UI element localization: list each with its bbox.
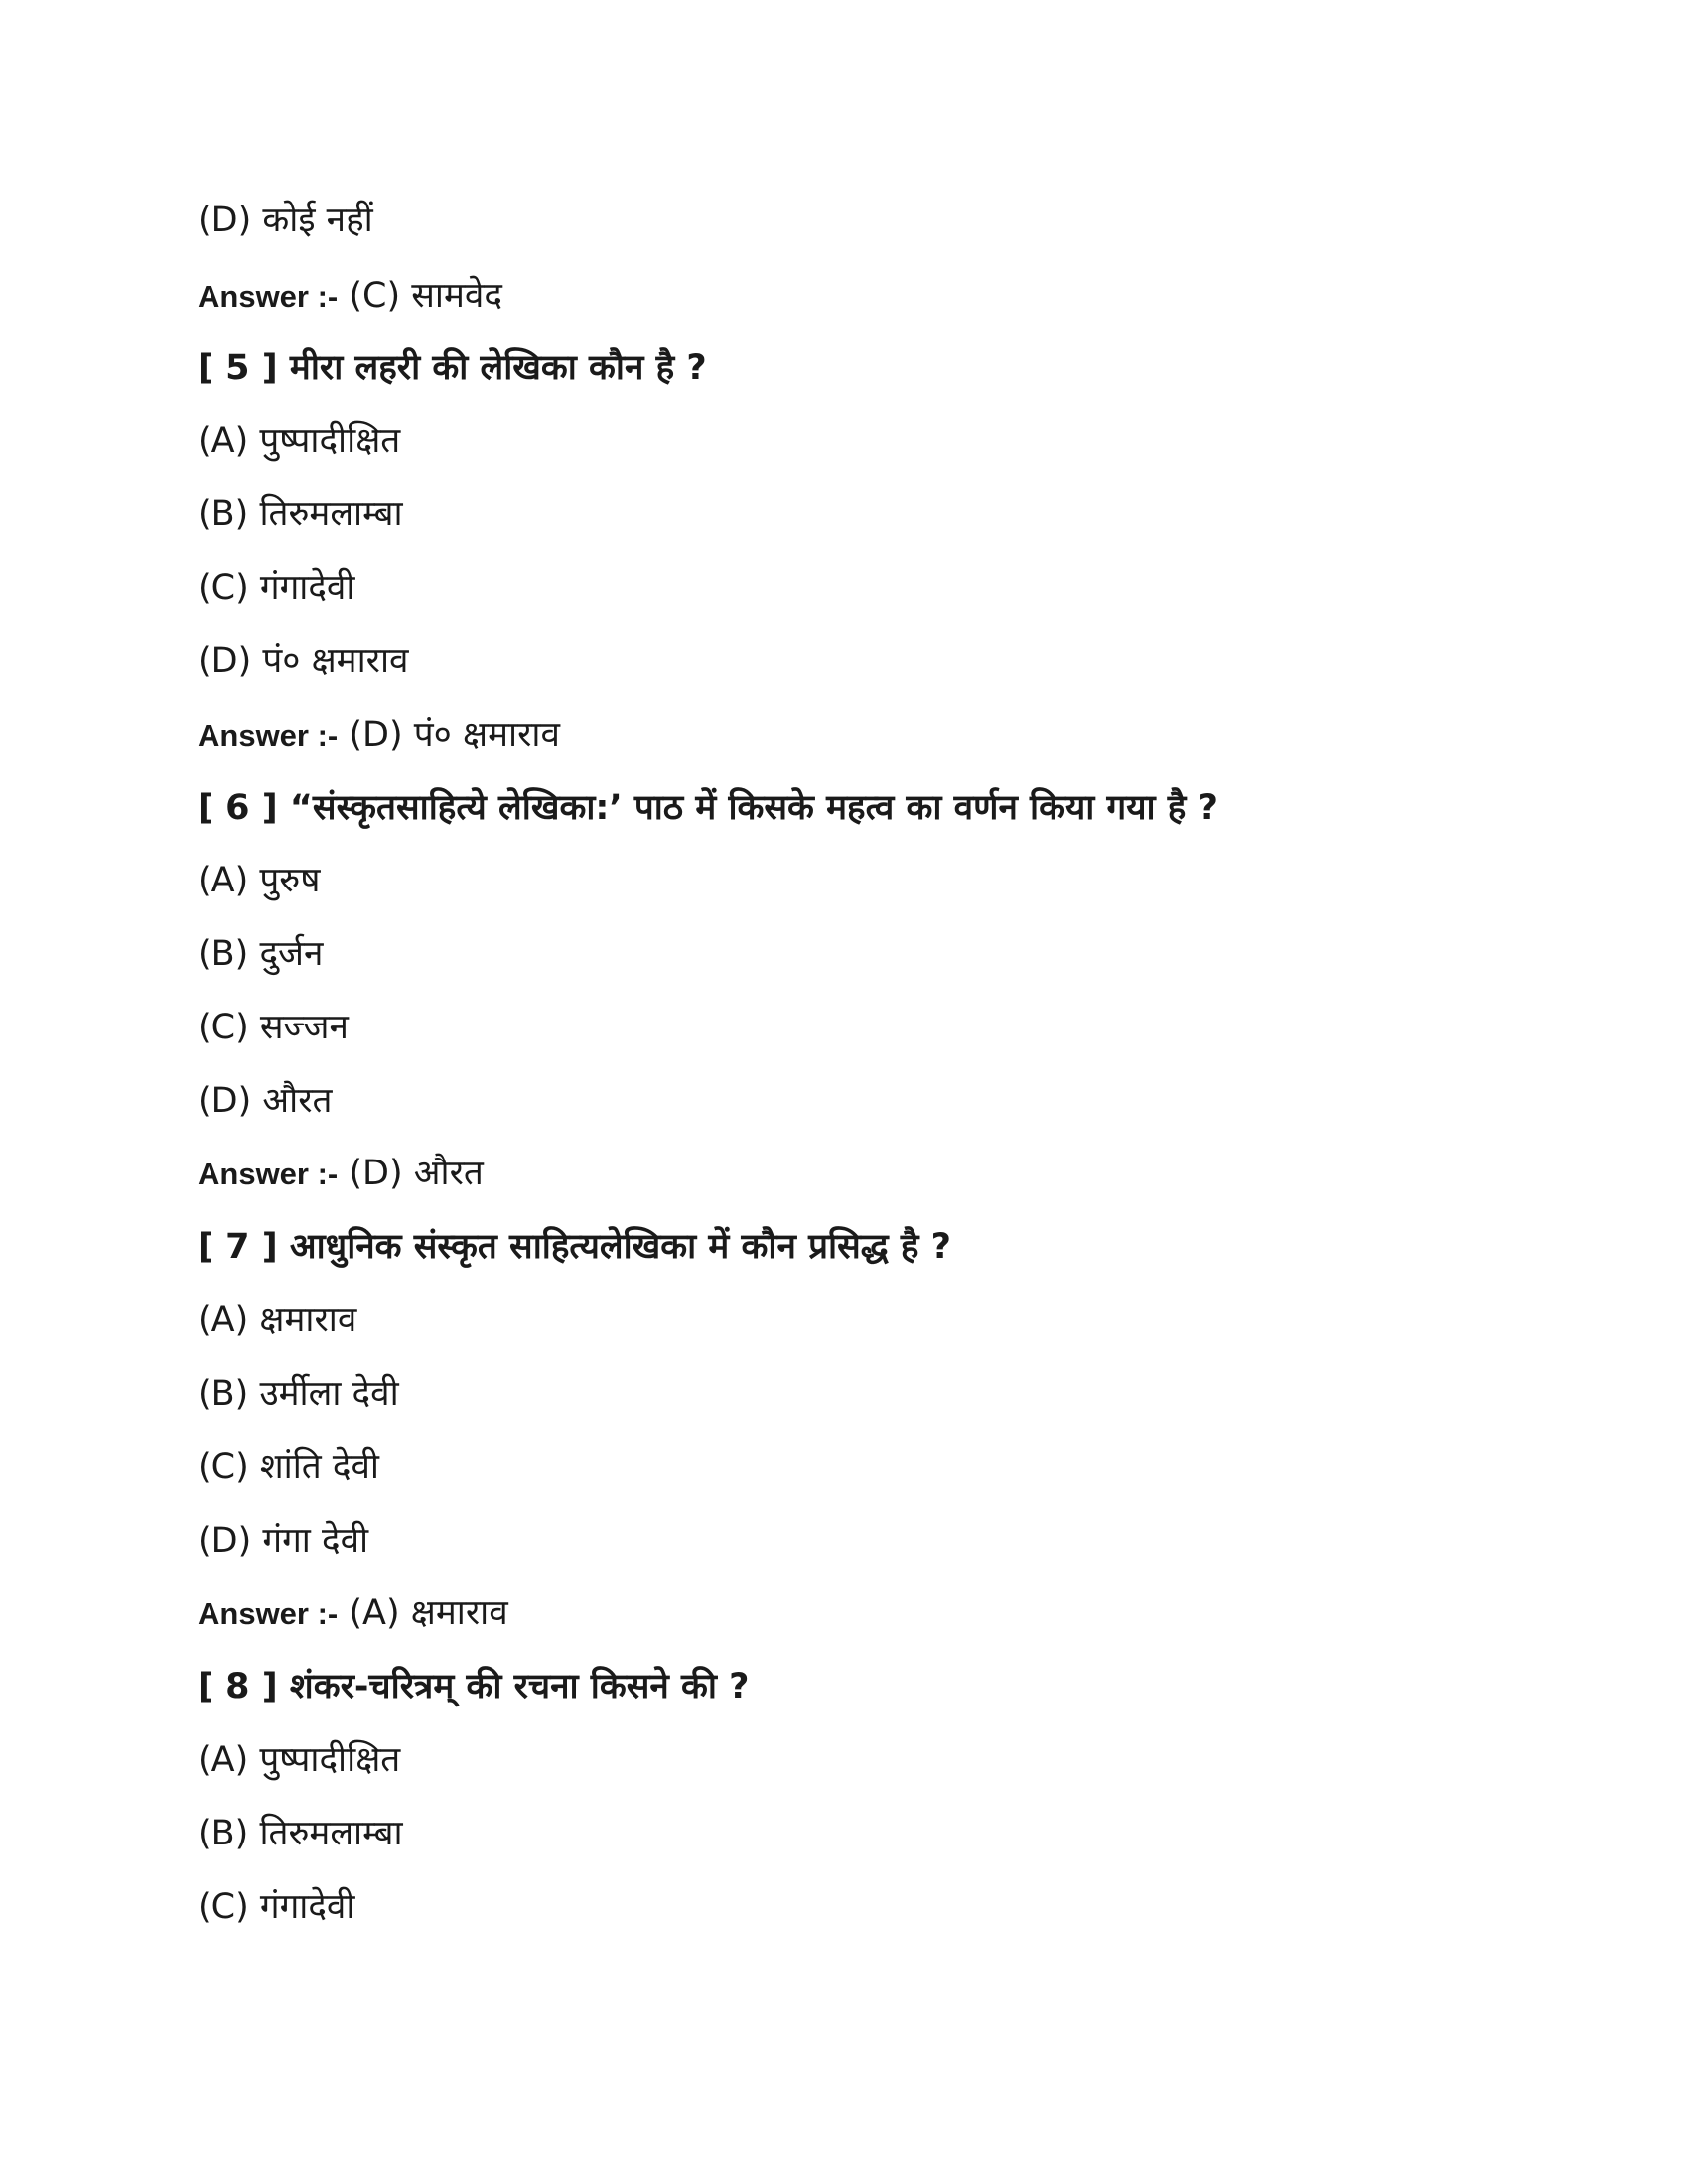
option-line: (A) पुष्पादीक्षित xyxy=(198,421,401,461)
option-line: (C) गंगादेवी xyxy=(198,568,355,608)
option-line: (A) पुरुष xyxy=(198,861,321,900)
answer-line: Answer :- (A) क्षमाराव xyxy=(198,1593,508,1633)
question-6: [ 6 ] “संस्कृतसाहित्ये लेखिका:’ पाठ में किसके महत्व का वर्णन किया गया है ? xyxy=(198,788,1218,828)
option-line: (A) पुष्पादीक्षित xyxy=(198,1740,401,1780)
option-line: (D) पं० क्षमाराव xyxy=(198,641,409,681)
option-line: (B) तिरुमलाम्बा xyxy=(198,1814,403,1853)
option-line: (C) सज्जन xyxy=(198,1008,349,1047)
option-line: (D) औरत xyxy=(198,1081,333,1121)
option-line: (C) गंगादेवी xyxy=(198,1887,355,1927)
question-5: [ 5 ] मीरा लहरी की लेखिका कौन है ? xyxy=(198,348,707,388)
option-line: (B) तिरुमलाम्बा xyxy=(198,494,403,534)
option-line: (D) कोई नहीं xyxy=(198,201,373,240)
option-line: (C) शांति देवी xyxy=(198,1447,379,1487)
answer-line: Answer :- (D) पं० क्षमाराव xyxy=(198,715,560,754)
answer-line: Answer :- (D) औरत xyxy=(198,1154,484,1193)
option-line: (B) दुर्जन xyxy=(198,934,324,974)
option-line: (A) क्षमाराव xyxy=(198,1300,357,1340)
option-line: (B) उर्मीला देवी xyxy=(198,1374,399,1414)
answer-line: Answer :- (C) सामवेद xyxy=(198,276,502,316)
question-7: [ 7 ] आधुनिक संस्कृत साहित्यलेखिका में कौन प्रसिद्ध है ? xyxy=(198,1227,951,1267)
question-8: [ 8 ] शंकर-चरित्रम् की रचना किसने की ? xyxy=(198,1667,750,1706)
option-line: (D) गंगा देवी xyxy=(198,1521,369,1561)
